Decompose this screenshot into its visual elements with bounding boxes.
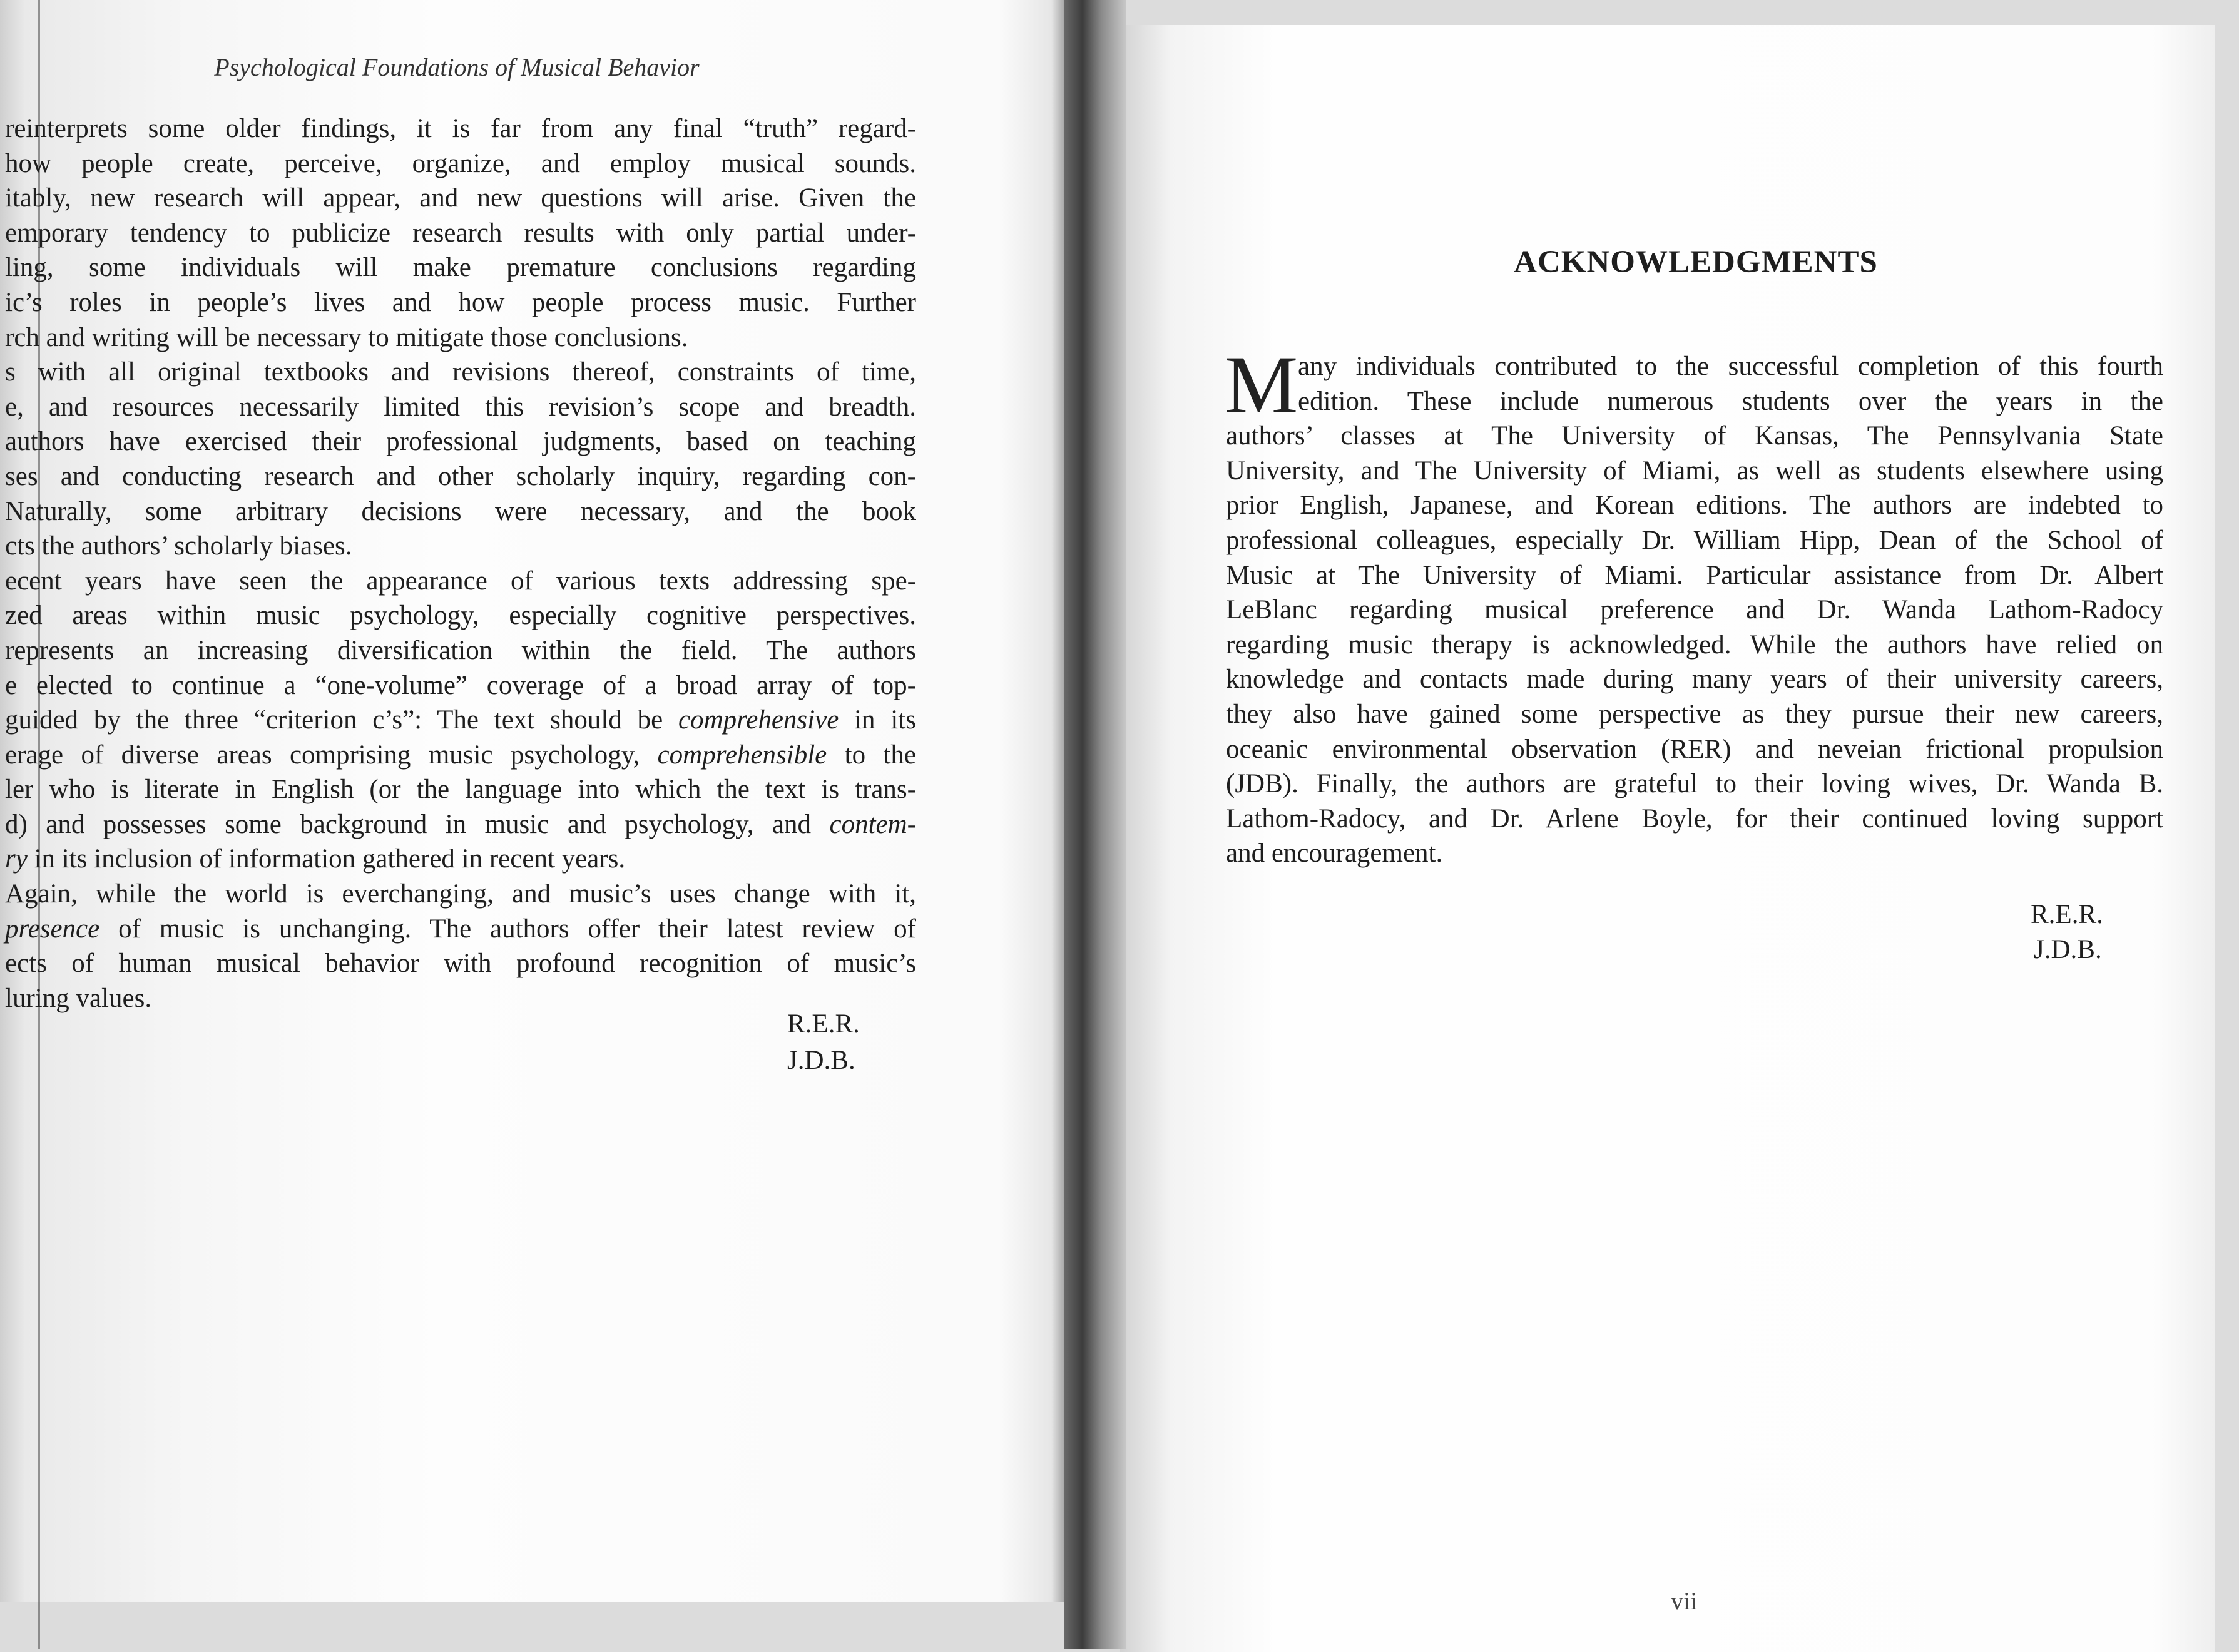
text-segment: ic’s roles in people’s lives and how people process music. Further	[5, 287, 916, 317]
italic-text: comprehensible	[657, 740, 827, 770]
left-page-body	[5, 111, 916, 1016]
italic-text: ry	[5, 844, 28, 874]
text-line	[5, 250, 916, 285]
text-line	[5, 320, 916, 355]
running-head: Psychological Foundations of Musical Behavior	[214, 53, 700, 81]
text-segment: authors have exercised their professional judgments, based on teaching	[5, 427, 916, 457]
text-segment: luring values.	[5, 983, 152, 1013]
text-segment: itably, new research will appear, and new questions will arise. Given the	[5, 183, 916, 213]
text-segment: of music is unchanging. The authors offer their latest review of	[99, 914, 916, 944]
text-segment: in its	[839, 705, 916, 735]
text-line	[5, 564, 916, 599]
text-line	[5, 216, 916, 251]
italic-text: comprehensive	[678, 705, 839, 735]
text-line	[5, 181, 916, 216]
signature-jdb-left: J.D.B.	[787, 1046, 855, 1075]
text-line	[5, 459, 916, 494]
signature-rer-right: R.E.R.	[2031, 900, 2103, 929]
text-segment: zed areas within music psychology, especially cognitive perspectives.	[5, 601, 916, 631]
text-line	[5, 703, 916, 738]
text-segment: d) and possesses some background in music and psychology, and	[5, 809, 830, 839]
drop-cap: M	[1225, 339, 1298, 431]
text-line	[5, 390, 916, 425]
text-line	[5, 842, 916, 877]
text-segment: e, and resources necessarily limited this revision’s scope and breadth.	[5, 392, 916, 422]
text-line	[5, 424, 916, 459]
text-line	[5, 529, 916, 564]
text-line: oceanic environmental observation (RER) and neveian frictional propulsion	[1226, 734, 2163, 764]
text-segment: represents an increasing diversification within the field. The authors	[5, 635, 916, 665]
text-line	[5, 598, 916, 633]
text-segment: reinterprets some older findings, it is far from any final “truth” regard-	[5, 114, 916, 143]
text-line	[5, 146, 916, 181]
text-line	[5, 981, 916, 1016]
text-segment: ses and conducting research and other scholarly inquiry, regarding con-	[5, 461, 916, 491]
text-line	[5, 912, 916, 947]
text-line	[5, 285, 916, 320]
text-segment: s with all original textbooks and revisions thereof, constraints of time,	[5, 357, 916, 387]
text-segment: ler who is literate in English (or the language into which the text is trans-	[5, 775, 916, 805]
text-segment: ecent years have seen the appearance of various texts addressing spe-	[5, 566, 916, 596]
text-segment: erage of diverse areas comprising music psychology,	[5, 740, 658, 770]
text-segment: rch and writing will be necessary to mitigate those conclusions.	[5, 322, 688, 352]
text-line: knowledge and contacts made during many years of their university careers,	[1226, 665, 2163, 695]
text-segment: Again, while the world is everchanging, and music’s uses change with it,	[5, 879, 916, 909]
text-segment: how people create, perceive, organize, and employ musical sounds.	[5, 148, 916, 178]
text-line	[5, 807, 916, 842]
text-line: any individuals contributed to the successful completion of this fourth	[1298, 352, 2163, 381]
page-title: ACKNOWLEDGMENTS	[1514, 245, 1878, 280]
text-line	[5, 738, 916, 773]
text-line: prior English, Japanese, and Korean editions. The authors are indebted to	[1226, 491, 2163, 521]
text-line	[5, 494, 916, 529]
text-line	[5, 877, 916, 912]
italic-text: presence	[5, 914, 100, 944]
text-line	[5, 633, 916, 668]
text-segment: e elected to continue a “one-volume” coverage of a broad array of top-	[5, 670, 916, 700]
text-line: (JDB). Finally, the authors are grateful to their loving wives, Dr. Wanda B.	[1226, 769, 2163, 799]
text-line	[5, 772, 916, 807]
text-segment: ling, some individuals will make premature conclusions regarding	[5, 253, 916, 283]
text-segment: Naturally, some arbitrary decisions were necessary, and the book	[5, 496, 916, 526]
text-line	[5, 668, 916, 703]
text-line: edition. These include numerous students over the years in the	[1298, 386, 2163, 416]
text-segment: guided by the three “criterion c’s”: The text should be	[5, 705, 678, 735]
text-line: they also have gained some perspective as they pursue their new careers,	[1226, 699, 2163, 729]
text-line	[5, 355, 916, 390]
text-segment: to the	[827, 740, 917, 770]
book-gutter	[1064, 0, 1126, 1649]
text-segment: ects of human musical behavior with profound recognition of music’s	[5, 949, 916, 979]
text-line: University, and The University of Miami, as well as students elsewhere using	[1226, 456, 2163, 486]
text-line	[5, 111, 916, 146]
text-line: Lathom-Radocy, and Dr. Arlene Boyle, for their continued loving support	[1226, 803, 2163, 834]
page-number: vii	[1671, 1587, 1698, 1615]
text-segment: emporary tendency to publicize research results with only partial under-	[5, 218, 916, 248]
text-line: and encouragement.	[1226, 839, 1443, 869]
text-line: authors’ classes at The University of Kansas, The Pennsylvania State	[1226, 421, 2163, 451]
italic-text: contem-	[829, 809, 916, 839]
text-line	[5, 946, 916, 981]
text-line: professional colleagues, especially Dr. William Hipp, Dean of the School of	[1226, 525, 2163, 555]
text-segment: in its inclusion of information gathered in recent years.	[27, 844, 626, 874]
text-line: Music at The University of Miami. Particular assistance from Dr. Albert	[1226, 560, 2163, 590]
text-segment: cts the authors’ scholarly biases.	[5, 531, 352, 561]
signature-jdb-right: J.D.B.	[2034, 935, 2102, 964]
acknowledgments-body	[1225, 339, 2163, 871]
text-line: regarding music therapy is acknowledged. While the authors have relied on	[1226, 630, 2163, 660]
signature-rer-left: R.E.R.	[787, 1009, 860, 1039]
text-line: LeBlanc regarding musical preference and Dr. Wanda Lathom-Radocy	[1226, 595, 2163, 625]
